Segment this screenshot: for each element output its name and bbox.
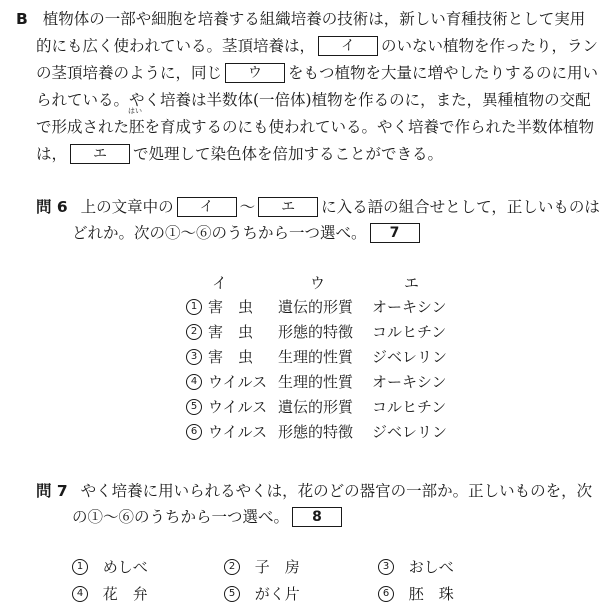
option-row-2[interactable]: 2 害 虫 形態的特徴 コルヒチン — [186, 322, 202, 342]
q6-blank-i: イ — [177, 197, 237, 217]
q6-blank-e: エ — [258, 197, 318, 217]
q7-option-3[interactable]: 3 おしべ — [378, 557, 454, 577]
answer-box-7[interactable]: 7 — [370, 223, 420, 243]
col-header-e: エ — [404, 274, 420, 292]
blank-e: エ — [70, 144, 130, 164]
passage-line-3: の茎頂培養のように，同じ ウ をもつ植物を大量に増やしたりするのに用い — [36, 64, 599, 82]
answer-box-8[interactable]: 8 — [292, 507, 342, 527]
q7-label: 問 7 — [36, 482, 68, 500]
q7-line-1: 問 7 やく培養に用いられるやくは，花のどの器官の一部か。正しいものを，次 — [36, 482, 593, 500]
blank-u: ウ — [225, 63, 285, 83]
choice-number-2: 2 — [186, 324, 202, 340]
passage-line-5: で形成された はい 胚を育成するのにも使われている。やく培養で作られた半数体植物 — [36, 107, 595, 136]
choice-number-3: 3 — [378, 559, 394, 575]
choice-number-6: 6 — [186, 424, 202, 440]
passage-line-1: B 植物体の一部や細胞を培養する組織培養の技術は，新しい育種技術として実用 — [16, 10, 586, 28]
option-row-1[interactable]: 1 害 虫 遺伝的形質 オーキシン — [186, 297, 202, 317]
ruby-hai: はい 胚 — [128, 107, 145, 136]
choice-number-5: 5 — [186, 399, 202, 415]
choice-number-1: 1 — [72, 559, 88, 575]
option-row-6[interactable]: 6 ウイルス 形態的特徴 ジベレリン — [186, 422, 202, 442]
blank-i: イ — [318, 36, 378, 56]
passage-line-4: られている。やく培養は半数体(一倍体)植物を作るのに，また，異種植物の交配 — [36, 91, 591, 109]
q7-line-2: の①～⑥のうちから一つ選べ。 8 — [72, 506, 345, 528]
q7-option-5[interactable]: 5 がく片 — [224, 584, 300, 604]
col-header-u: ウ — [310, 274, 326, 292]
q6-line-2: どれか。次の①～⑥のうちから一つ選べ。 7 — [72, 222, 423, 244]
choice-number-4: 4 — [186, 374, 202, 390]
choice-number-6: 6 — [378, 586, 394, 602]
option-row-4[interactable]: 4 ウイルス 生理的性質 オーキシン — [186, 372, 202, 392]
choice-number-4: 4 — [72, 586, 88, 602]
q7-option-2[interactable]: 2 子 房 — [224, 557, 300, 577]
choice-number-2: 2 — [224, 559, 240, 575]
passage-line-2: 的にも広く使われている。茎頂培養は， イ のいない植物を作ったり，ラン — [36, 37, 599, 55]
choice-number-5: 5 — [224, 586, 240, 602]
q7-option-6[interactable]: 6 胚 珠 — [378, 584, 454, 604]
section-label: B — [16, 10, 28, 28]
option-row-3[interactable]: 3 害 虫 生理的性質 ジベレリン — [186, 347, 202, 367]
choice-number-1: 1 — [186, 299, 202, 315]
passage-line-6: は， エ で処理して染色体を倍加することができる。 — [36, 145, 444, 163]
col-header-i: イ — [212, 274, 228, 292]
q6-label: 問 6 — [36, 198, 68, 216]
option-row-5[interactable]: 5 ウイルス 遺伝的形質 コルヒチン — [186, 397, 202, 417]
q6-line-1: 問 6 上の文章中の イ ～ エ に入る語の組合せとして，正しいものは — [36, 198, 600, 216]
q7-option-1[interactable]: 1 めしべ — [72, 557, 148, 577]
choice-number-3: 3 — [186, 349, 202, 365]
q7-option-4[interactable]: 4 花 弁 — [72, 584, 148, 604]
